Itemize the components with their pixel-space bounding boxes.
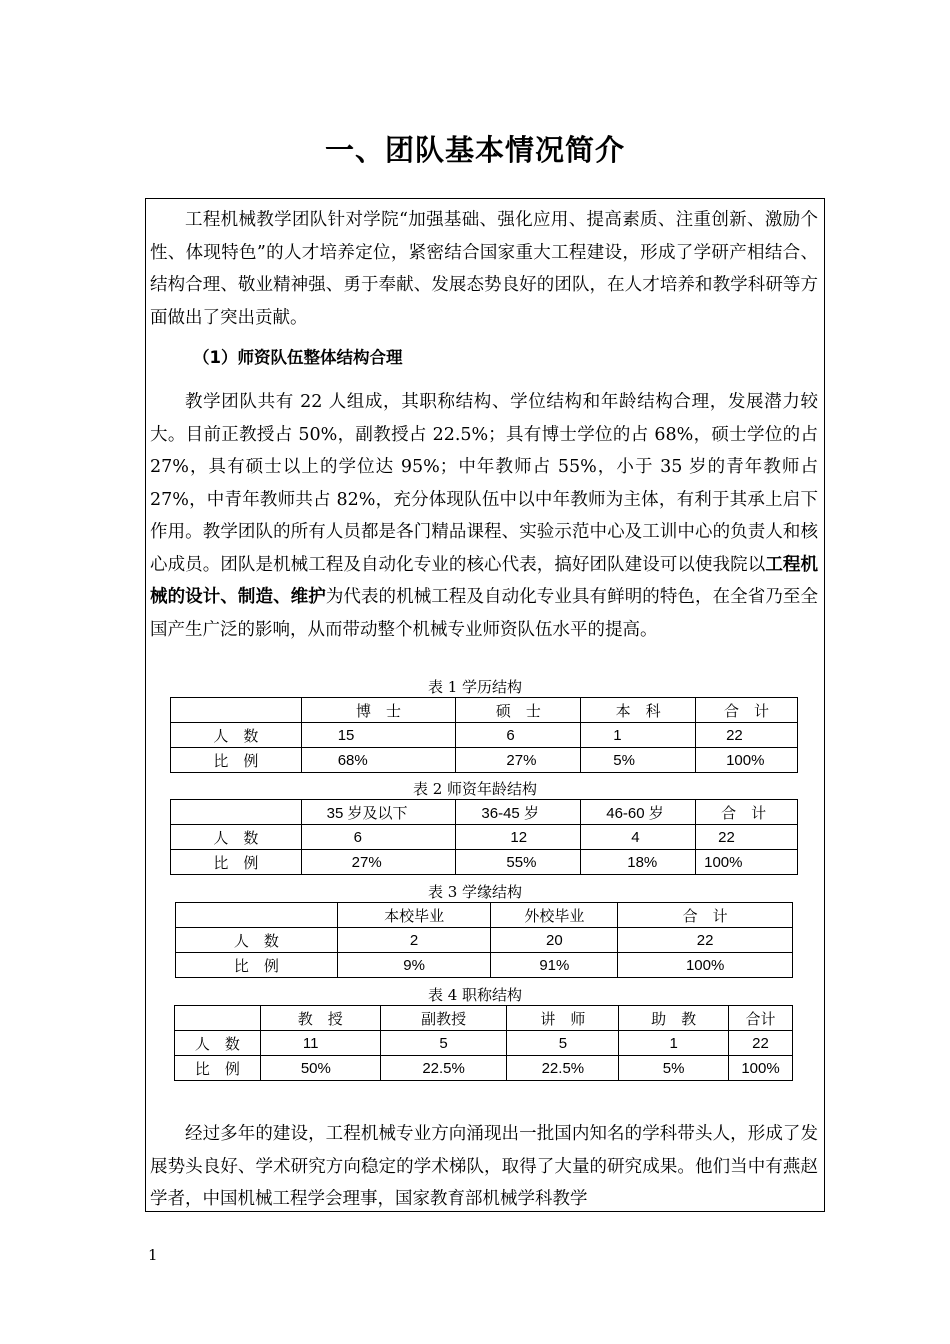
page-number: 1 <box>148 1246 158 1264</box>
table-cell <box>175 1006 261 1031</box>
table-cell: 12 <box>456 825 581 850</box>
table-cell: 91% <box>491 953 618 978</box>
table-row <box>171 825 798 850</box>
table-cell: 外校毕业 <box>491 903 618 928</box>
table-cell: 1 <box>619 1031 729 1056</box>
table-cell <box>176 903 338 928</box>
table-header-row <box>176 903 793 928</box>
table-cell: 100% <box>618 953 793 978</box>
table-cell: 22 <box>618 928 793 953</box>
origin-table <box>175 902 793 978</box>
table2-caption: 表 2 师资年龄结构 <box>412 780 538 798</box>
table-cell: 合计 <box>729 1006 793 1031</box>
table3-caption: 表 3 学缘结构 <box>427 883 523 901</box>
age-table <box>170 799 798 875</box>
table-cell: 9% <box>337 953 491 978</box>
table-cell: 11 <box>260 1031 380 1056</box>
table-cell: 1 <box>581 723 696 748</box>
table-cell: 22.5% <box>507 1056 619 1081</box>
table-cell: 4 <box>581 825 696 850</box>
table-cell: 27% <box>301 850 456 875</box>
table-cell <box>171 800 302 825</box>
table-row <box>171 723 798 748</box>
table-row <box>171 748 798 773</box>
table-cell: 本校毕业 <box>337 903 491 928</box>
table-cell: 5 <box>380 1031 507 1056</box>
table-cell: 55% <box>456 850 581 875</box>
table-cell: 合 计 <box>618 903 793 928</box>
structure-paragraph <box>150 386 818 646</box>
table-cell: 合 计 <box>696 800 798 825</box>
table-cell: 5% <box>581 748 696 773</box>
table-row <box>176 928 793 953</box>
table-cell: 助 教 <box>619 1006 729 1031</box>
table-cell: 35 岁及以下 <box>301 800 456 825</box>
table-header-row <box>171 698 798 723</box>
education-table <box>170 697 798 773</box>
table-cell: 46-60 岁 <box>581 800 696 825</box>
table-cell: 5 <box>507 1031 619 1056</box>
table-cell: 2 <box>337 928 491 953</box>
table-row <box>171 850 798 875</box>
table-cell: 硕 士 <box>456 698 581 723</box>
table1-caption: 表 1 学历结构 <box>427 678 523 696</box>
table-cell: 比 例 <box>176 953 338 978</box>
table-cell: 6 <box>301 825 456 850</box>
table-header-row <box>171 800 798 825</box>
achievements-paragraph: 经过多年的建设，工程机械专业方向涌现出一批国内知名的学科带头人，形成了发展势头良好、学术研究方向稳定的学术梯队，取得了大量的研究成果。他们当中有燕赵学者，中国机械工程学会理事，国家教育部机械学科教学 <box>150 1124 818 1209</box>
structure-text-1: 教学团队共有 22 人组成，其职称结构、学位结构和年龄结构合理，发展潜力较大。目前正教授占 50%，副教授占 22.5%；具有博士学位的占 68%，硕士学位的占 27%，具有硕士以上的学位达 95%；中年教师占 55%，小于 35 岁的青年教师占 27%，中青年教师共占 82%，充分体现队伍中以中年教师为主体，有利于其承上启下作用。教学团队的所有人员都是各门精品课程、实验示范中心及工训中心的负责人和核心成员。团队是机械工程及自动化专业的核心代表，搞好团队建设可以使我院以 <box>150 392 818 575</box>
table-cell: 100% <box>729 1056 793 1081</box>
table-cell: 100% <box>696 748 798 773</box>
page-title: 一、团队基本情况简介 <box>324 133 625 167</box>
table-cell: 68% <box>301 748 456 773</box>
table-cell: 博 士 <box>301 698 456 723</box>
table-cell: 22 <box>696 723 798 748</box>
table-cell: 50% <box>260 1056 380 1081</box>
table-cell: 6 <box>456 723 581 748</box>
table-cell: 20 <box>491 928 618 953</box>
table-cell: 18% <box>581 850 696 875</box>
table-cell: 比 例 <box>175 1056 261 1081</box>
section-heading: （1）师资队伍整体结构合理 <box>193 348 403 367</box>
table-cell: 22 <box>696 825 798 850</box>
table-cell: 36-45 岁 <box>456 800 581 825</box>
table-cell: 5% <box>619 1056 729 1081</box>
table-cell: 人 数 <box>175 1031 261 1056</box>
structure-text-bold: 工程机械的设计、制造、维护 <box>150 554 819 607</box>
table-row <box>176 953 793 978</box>
structure-text-2: 为代表的机械工程及自动化专业具有鲜明的特色，在全省乃至全国产生广泛的影响，从而带动整个机械专业师资队伍水平的提高。 <box>150 587 818 640</box>
table4-caption: 表 4 职称结构 <box>427 986 523 1004</box>
table-cell: 27% <box>456 748 581 773</box>
table-cell: 教 授 <box>260 1006 380 1031</box>
table-cell: 人 数 <box>171 825 302 850</box>
table-cell: 人 数 <box>176 928 338 953</box>
table-row <box>175 1031 793 1056</box>
table-header-row <box>175 1006 793 1031</box>
table-cell: 副教授 <box>380 1006 507 1031</box>
table-cell: 比 例 <box>171 748 302 773</box>
table-cell: 22 <box>729 1031 793 1056</box>
table-cell: 100% <box>696 850 798 875</box>
table-cell: 22.5% <box>380 1056 507 1081</box>
table-cell: 比 例 <box>171 850 302 875</box>
table-cell: 合 计 <box>696 698 798 723</box>
title-table <box>174 1005 793 1081</box>
table-cell <box>171 698 302 723</box>
table-cell: 讲 师 <box>507 1006 619 1031</box>
table-cell: 人 数 <box>171 723 302 748</box>
table-row <box>175 1056 793 1081</box>
table-cell: 本 科 <box>581 698 696 723</box>
intro-paragraph: 工程机械教学团队针对学院“加强基础、强化应用、提高素质、注重创新、激励个性、体现特色”的人才培养定位，紧密结合国家重大工程建设，形成了学研产相结合、结构合理、敬业精神强、勇于奉献、发展态势良好的团队，在人才培养和教学科研等方面做出了突出贡献。 <box>150 210 818 328</box>
table-cell: 15 <box>301 723 456 748</box>
